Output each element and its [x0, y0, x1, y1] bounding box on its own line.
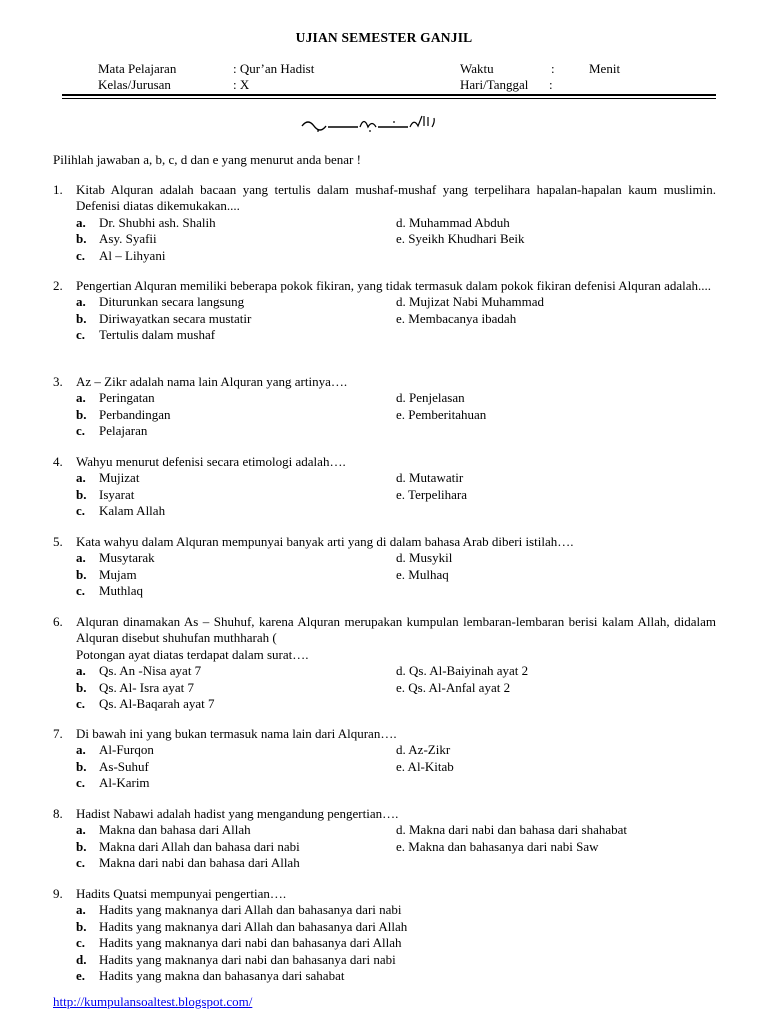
option-b: Qs. Al- Isra ayat 7: [99, 679, 194, 695]
class-value: : X: [233, 77, 250, 92]
option-e: e. Al-Kitab: [396, 758, 454, 774]
question-2: 2. Pengertian Alquran memiliki beberapa pokok fikiran, yang tidak termasuk dalam pokok fikiran defenisi Alquran adalah.... a. Diturunkan secara langsung d. Mujizat Nabi Muhammad b. Diriwayatkan secara mustatir e. Membacanya ibadah c. Tertulis dalam mushaf: [53, 278, 716, 344]
option-d: d. Mutawatir: [396, 470, 464, 486]
option-b: As-Suhuf: [99, 758, 149, 774]
time-colon: :: [551, 61, 555, 76]
option-c: Tertulis dalam mushaf: [99, 327, 216, 343]
option-e: e. Pemberitahuan: [396, 406, 487, 422]
option-e: Hadits yang makna dan bahasanya dari sahabat: [99, 968, 345, 984]
option-c: Qs. Al-Baqarah ayat 7: [99, 696, 215, 712]
question-text: Di bawah ini yang bukan termasuk nama lain dari Alquran….: [76, 726, 397, 741]
subject-value: : Qur’an Hadist: [233, 61, 315, 76]
option-d: d. Mujizat Nabi Muhammad: [396, 294, 545, 310]
question-text-continued: Potongan ayat diatas terdapat dalam surat….: [76, 646, 309, 662]
option-c: Al – Lihyani: [99, 247, 166, 263]
option-b: Makna dari Allah dan bahasa dari nabi: [99, 838, 300, 854]
footer-link[interactable]: http://kumpulansoaltest.blogspot.com/: [53, 994, 253, 1009]
option-c: Al-Karim: [99, 775, 150, 791]
time-unit: Menit: [589, 61, 621, 76]
option-d: d. Muhammad Abduh: [396, 214, 510, 230]
question-text: Kata wahyu dalam Alquran mempunyai banyak arti yang di dalam bahasa Arab diberi istilah….: [76, 534, 574, 549]
question-text: Hadist Nabawi adalah hadist yang mengandung pengertian….: [76, 806, 399, 821]
option-d: d. Penjelasan: [396, 390, 465, 406]
question-5: 5. Kata wahyu dalam Alquran mempunyai banyak arti yang di dalam bahasa Arab diberi istilah…. a. Musytarak d. Musykil b. Mujam e. Mulhaq c. Muthlaq: [53, 534, 716, 600]
option-d: d. Makna dari nabi dan bahasa dari shahabat: [396, 822, 628, 838]
question-4: 4. Wahyu menurut defenisi secara etimologi adalah…. a. Mujizat d. Mutawatir b. Isyarat e. Terpelihara c. Kalam Allah: [53, 454, 716, 520]
class-label: Kelas/Jurusan: [98, 77, 171, 92]
option-e: e. Mulhaq: [396, 566, 449, 582]
option-a: Musytarak: [99, 550, 155, 566]
day-date-label: Hari/Tanggal: [460, 77, 529, 92]
option-a: Al-Furqon: [99, 742, 154, 758]
header-rule-thin: [62, 98, 716, 99]
option-b: Diriwayatkan secara mustatir: [99, 310, 252, 326]
option-a: Peringatan: [99, 390, 155, 406]
question-6: 6. Alquran dinamakan As – Shuhuf, karena Alquran merupakan kumpulan lembaran-lembaran berisi kalam Allah, didalam Alquran disebut shuhufan muthharah ( Potongan ayat diatas terdapat dalam surat…. a. Qs. An -Nisa ayat 7 d. Qs. Al-Baiyinah ayat 2 b. Qs. Al- Isra ayat 7 e. Qs. Al-Anfal ayat 2 c. Qs. Al-Baqarah ayat 7: [53, 614, 716, 712]
option-c: Makna dari nabi dan bahasa dari Allah: [99, 855, 300, 871]
question-text: Wahyu menurut defenisi secara etimologi adalah….: [76, 454, 346, 469]
option-b: Perbandingan: [99, 406, 171, 422]
option-a: Dr. Shubhi ash. Shalih: [99, 214, 216, 230]
instruction-text: Pilihlah jawaban a, b, c, d dan e yang menurut anda benar !: [53, 152, 361, 167]
question-1: 1. Kitab Alquran adalah bacaan yang tertulis dalam mushaf-mushaf yang terpelihara hapalan-hapalan kaum muslimin. Defenisi diatas dikemukakan.... a. Dr. Shubhi ash. Shalih d. Muhammad Abduh b. Asy. Syafii e. Syeikh Khudhari Beik c. Al – Lihyani: [53, 182, 716, 263]
option-b: Asy. Syafii: [99, 231, 157, 247]
option-c: Muthlaq: [99, 583, 144, 599]
option-e: e. Makna dan bahasanya dari nabi Saw: [396, 838, 599, 854]
subject-label: Mata Pelajaran: [98, 61, 177, 76]
option-b: Hadits yang maknanya dari Allah dan bahasanya dari Allah: [99, 918, 408, 934]
time-label: Waktu: [460, 61, 494, 76]
option-d: d. Musykil: [396, 550, 453, 566]
bismillah-calligraphy-icon: [298, 112, 438, 138]
option-a: Mujizat: [99, 470, 140, 486]
option-e: e. Membacanya ibadah: [396, 310, 517, 326]
option-d: d. Qs. Al-Baiyinah ayat 2: [396, 663, 529, 679]
option-d: d. Az-Zikr: [396, 742, 451, 758]
option-d: Hadits yang maknanya dari nabi dan bahasanya dari nabi: [99, 951, 396, 967]
option-c: Hadits yang maknanya dari nabi dan bahasanya dari Allah: [99, 935, 402, 951]
option-e: e. Syeikh Khudhari Beik: [396, 231, 525, 247]
question-text: Az – Zikr adalah nama lain Alquran yang artinya….: [76, 374, 348, 389]
question-3: 3. Az – Zikr adalah nama lain Alquran yang artinya…. a. Peringatan d. Penjelasan b. Perbandingan e. Pemberitahuan c. Pelajaran: [53, 374, 716, 440]
option-a: Diturunkan secara langsung: [99, 294, 245, 310]
option-a: Hadits yang maknanya dari Allah dan bahasanya dari nabi: [99, 902, 402, 918]
question-9: 9. Hadits Quatsi mempunyai pengertian…. a. Hadits yang maknanya dari Allah dan bahasanya dari nabi b. Hadits yang maknanya dari Allah dan bahasanya dari Allah c. Hadits yang maknanya dari nabi dan bahasanya dari Allah d. Hadits yang maknanya dari nabi dan bahasanya dari nabi e. Hadits yang makna dan bahasanya dari sahabat: [53, 886, 716, 984]
option-b: Isyarat: [99, 486, 135, 502]
option-b: Mujam: [99, 566, 137, 582]
question-7: 7. Di bawah ini yang bukan termasuk nama lain dari Alquran…. a. Al-Furqon d. Az-Zikr b. As-Suhuf e. Al-Kitab c. Al-Karim: [53, 726, 716, 792]
question-text: Pengertian Alquran memiliki beberapa pokok fikiran, yang tidak termasuk dalam pokok fikiran defenisi Alquran adalah....: [76, 278, 712, 293]
option-c: Kalam Allah: [99, 503, 166, 519]
question-8: 8. Hadist Nabawi adalah hadist yang mengandung pengertian…. a. Makna dan bahasa dari Allah d. Makna dari nabi dan bahasa dari shahabat b. Makna dari Allah dan bahasa dari nabi e. Makna dan bahasanya dari nabi Saw c. Makna dari nabi dan bahasa dari Allah: [53, 806, 716, 872]
option-e: e. Qs. Al-Anfal ayat 2: [396, 679, 511, 695]
option-e: e. Terpelihara: [396, 486, 468, 502]
question-text: Kitab Alquran adalah bacaan yang tertulis dalam mushaf-mushaf yang terpelihara hapalan-hapalan kaum muslimin. Defenisi diatas dikemukakan....: [76, 182, 716, 214]
option-c: Pelajaran: [99, 423, 148, 439]
question-text: Alquran dinamakan As – Shuhuf, karena Alquran merupakan kumpulan lembaran-lembaran berisi kalam Allah, didalam Alquran disebut shuhufan muthharah (: [76, 614, 716, 646]
day-date-colon: :: [549, 77, 553, 92]
header-rule-thick: [62, 94, 716, 96]
exam-title: UJIAN SEMESTER GANJIL: [295, 30, 473, 45]
question-text: Hadits Quatsi mempunyai pengertian….: [76, 886, 287, 901]
option-a: Makna dan bahasa dari Allah: [99, 822, 251, 838]
option-a: Qs. An -Nisa ayat 7: [99, 663, 202, 679]
